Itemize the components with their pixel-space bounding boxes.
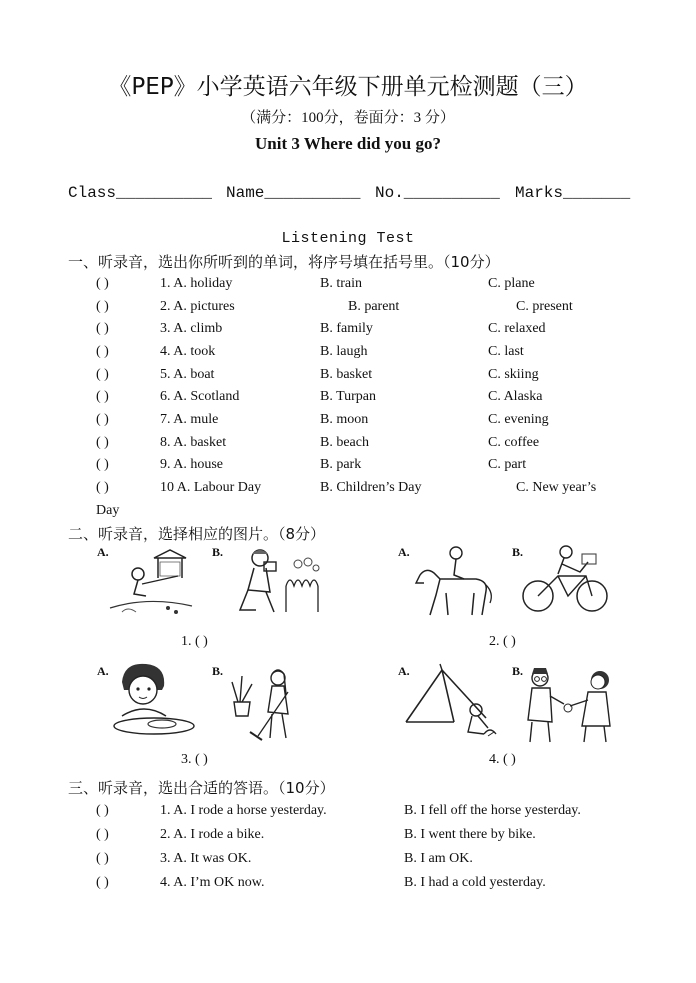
response-b: B. I had a cold yesterday. [404,875,546,890]
section1-heading: 一、听录音，选出你所听到的单词，将序号填在括号里。（10分） [68,253,500,271]
picture-label-a: A. [97,545,109,559]
option-c: C. last [488,344,524,359]
picture-label-b: B. [512,664,524,678]
option-c: C. relaxed [488,321,546,336]
section3-heading: 三、听录音，选出合适的答语。（10分） [68,779,335,797]
picture-answer-2: 2. ( ) [489,634,516,649]
name-field: Name__________ [226,184,361,202]
page-subtitle: （满分：100分，卷面分：3 分） [241,110,455,126]
response-a: 2. A. I rode a bike. [160,827,265,842]
option-b: B. laugh [320,344,368,359]
picture-answer-1: 1. ( ) [181,634,208,649]
option-a: 8. A. basket [160,435,227,450]
option-b: B. beach [320,435,369,450]
option-c: C. part [488,457,527,472]
option-b: B. train [320,276,362,291]
answer-paren: ( ) [96,827,109,842]
answer-paren: ( ) [96,875,109,890]
answer-paren: ( ) [96,435,109,450]
option-b: B. park [320,457,362,472]
option-c: C. New year’s [516,480,597,495]
answer-paren: ( ) [96,389,109,404]
picture-label-a: A. [398,545,410,559]
option-b: B. moon [320,412,369,427]
sweeping-picture [228,662,304,742]
response-a: 1. A. I rode a horse yesterday. [160,803,327,818]
option-b: B. Turpan [320,389,377,404]
option-a: 6. A. Scotland [160,389,240,404]
picture-answer-4: 4. ( ) [489,752,516,767]
fishing-picture [108,548,194,618]
response-b: B. I am OK. [404,851,473,866]
option-c: C. evening [488,412,549,427]
marks-field: Marks_______ [515,184,631,202]
camping-picture [402,662,502,742]
option-c: C. Alaska [488,389,543,404]
picture-label-a: A. [398,664,410,678]
horse-riding-picture [412,545,496,621]
option-a: 9. A. house [160,457,223,472]
option-a: 2. A. pictures [160,299,235,314]
response-a: 4. A. I’m OK now. [160,875,265,890]
answer-paren: ( ) [96,321,109,336]
answer-paren: ( ) [96,367,109,382]
class-field: Class__________ [68,184,213,202]
answer-paren: ( ) [96,803,109,818]
eating-picture [104,660,200,740]
picture-label-a: A. [97,664,109,678]
number-field: No.__________ [375,184,500,202]
option-a: 1. A. holiday [160,276,233,291]
option-c-wrap: Day [96,503,120,518]
picture-label-b: B. [212,545,224,559]
response-b: B. I went there by bike. [404,827,536,842]
option-c: C. plane [488,276,535,291]
photographer-picture [226,546,322,618]
answer-paren: ( ) [96,412,109,427]
picture-answer-3: 3. ( ) [181,752,208,767]
page-title: 《PEP》小学英语六年级下册单元检测题（三） [108,74,588,100]
picture-label-b: B. [512,545,524,559]
answer-paren: ( ) [96,457,109,472]
answer-paren: ( ) [96,480,109,495]
option-c: C. coffee [488,435,540,450]
cycling-picture [518,544,614,616]
option-c: C. skiing [488,367,539,382]
section2-heading: 二、听录音，选择相应的图片。（8分） [68,525,326,543]
answer-paren: ( ) [96,299,109,314]
unit-title: Unit 3 Where did you go? [255,134,441,153]
option-b: B. Children’s Day [320,480,422,495]
response-a: 3. A. It was OK. [160,851,252,866]
option-a: 7. A. mule [160,412,219,427]
response-b: B. I fell off the horse yesterday. [404,803,581,818]
option-a: 10 A. Labour Day [160,480,262,495]
option-c: C. present [516,299,573,314]
option-b: B. family [320,321,373,336]
picture-label-b: B. [212,664,224,678]
option-a: 3. A. climb [160,321,223,336]
option-b: B. parent [348,299,400,314]
answer-paren: ( ) [96,276,109,291]
option-b: B. basket [320,367,373,382]
option-a: 5. A. boat [160,367,215,382]
answer-paren: ( ) [96,344,109,359]
answer-paren: ( ) [96,851,109,866]
option-a: 4. A. took [160,344,216,359]
listening-title: Listening Test [281,230,415,247]
meeting-picture [522,664,616,744]
